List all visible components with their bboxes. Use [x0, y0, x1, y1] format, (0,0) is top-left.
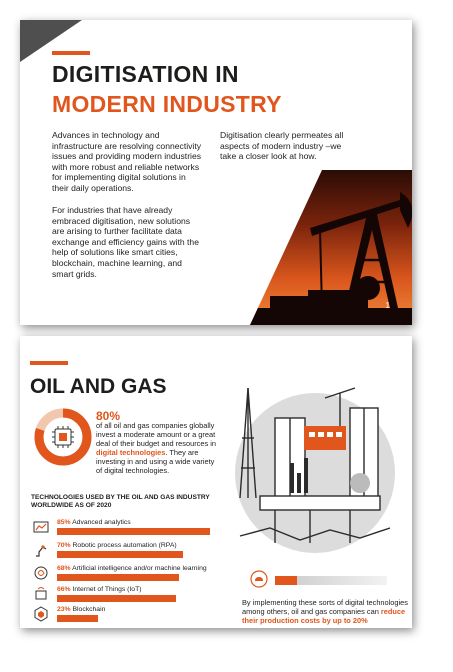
tech-label: 66% Internet of Things (IoT) [57, 586, 142, 593]
stat-description [96, 421, 222, 475]
stat-highlight: digital technologies [96, 448, 166, 457]
tech-bar [57, 528, 210, 535]
title-line-1: DIGITISATION IN [52, 61, 239, 87]
note-text: By implementing these sorts of digital technologies among others, oil and gas companies can [242, 598, 408, 616]
cloud-icon [250, 570, 268, 588]
corner-fold [20, 20, 82, 62]
tech-row [31, 586, 231, 608]
intro-paragraph-3: Digitisation clearly permeates all aspects of modern industry –we take a closer look at how. [220, 130, 344, 162]
title-rule [30, 361, 68, 365]
page-digitisation [20, 20, 412, 325]
oil-rig-illustration [230, 378, 400, 558]
iot-icon [33, 586, 49, 602]
stat-donut-chart [34, 408, 92, 466]
title-line-2: MODERN INDUSTRY [52, 91, 282, 117]
title-rule [52, 51, 90, 55]
robot-arm-icon [33, 542, 49, 558]
tech-label: 68% Artificial intelligence and/or machine learning [57, 565, 207, 572]
intro-paragraph-1: Advances in technology and infrastructure are resolving connectivity issues and providing modern industries with more robust and reliable networks for implementing digital solutions in their daily operations. [52, 130, 202, 193]
blockchain-icon [33, 606, 49, 622]
analytics-icon [33, 519, 49, 535]
tech-label: 70% Robotic process automation (RPA) [57, 542, 177, 549]
brain-icon [33, 565, 49, 581]
intro-paragraph-2: For industries that have already embraced digitisation, new solutions are arising to further facilitate data exchange and efficiency gains with the help of solutions like smart cities, blockchain, machine learning, and smart grids. [52, 205, 199, 279]
tech-bar [57, 551, 183, 558]
tech-row [31, 542, 231, 564]
page-oil-and-gas [20, 336, 412, 628]
tech-bar [57, 574, 179, 581]
note-highlight: reduce their production costs by up to 20% [242, 607, 406, 625]
page-number: 1 [385, 301, 390, 310]
tech-label: 85% Advanced analytics [57, 519, 131, 526]
tech-row [31, 565, 231, 587]
gradient-bar [275, 576, 387, 585]
stat-text-end: . They are investing in and using a wide variety of digital technologies. [96, 448, 215, 475]
stat-text: of all oil and gas companies globally invest a moderate amount or a great deal of their budget and resources in [96, 421, 216, 448]
chip-icon [52, 426, 74, 448]
cost-note [242, 598, 412, 625]
stat-percent: 80% [96, 409, 121, 423]
technologies-heading: TECHNOLOGIES USED BY THE OIL AND GAS INDUSTRY WORLDWIDE AS OF 2020 [31, 494, 210, 510]
tech-bar [57, 595, 176, 602]
tech-bar [57, 615, 98, 622]
tech-row [31, 519, 231, 541]
section-title: OIL AND GAS [30, 375, 167, 398]
tech-label: 23% Blockchain [57, 606, 106, 613]
tech-row [31, 606, 231, 628]
